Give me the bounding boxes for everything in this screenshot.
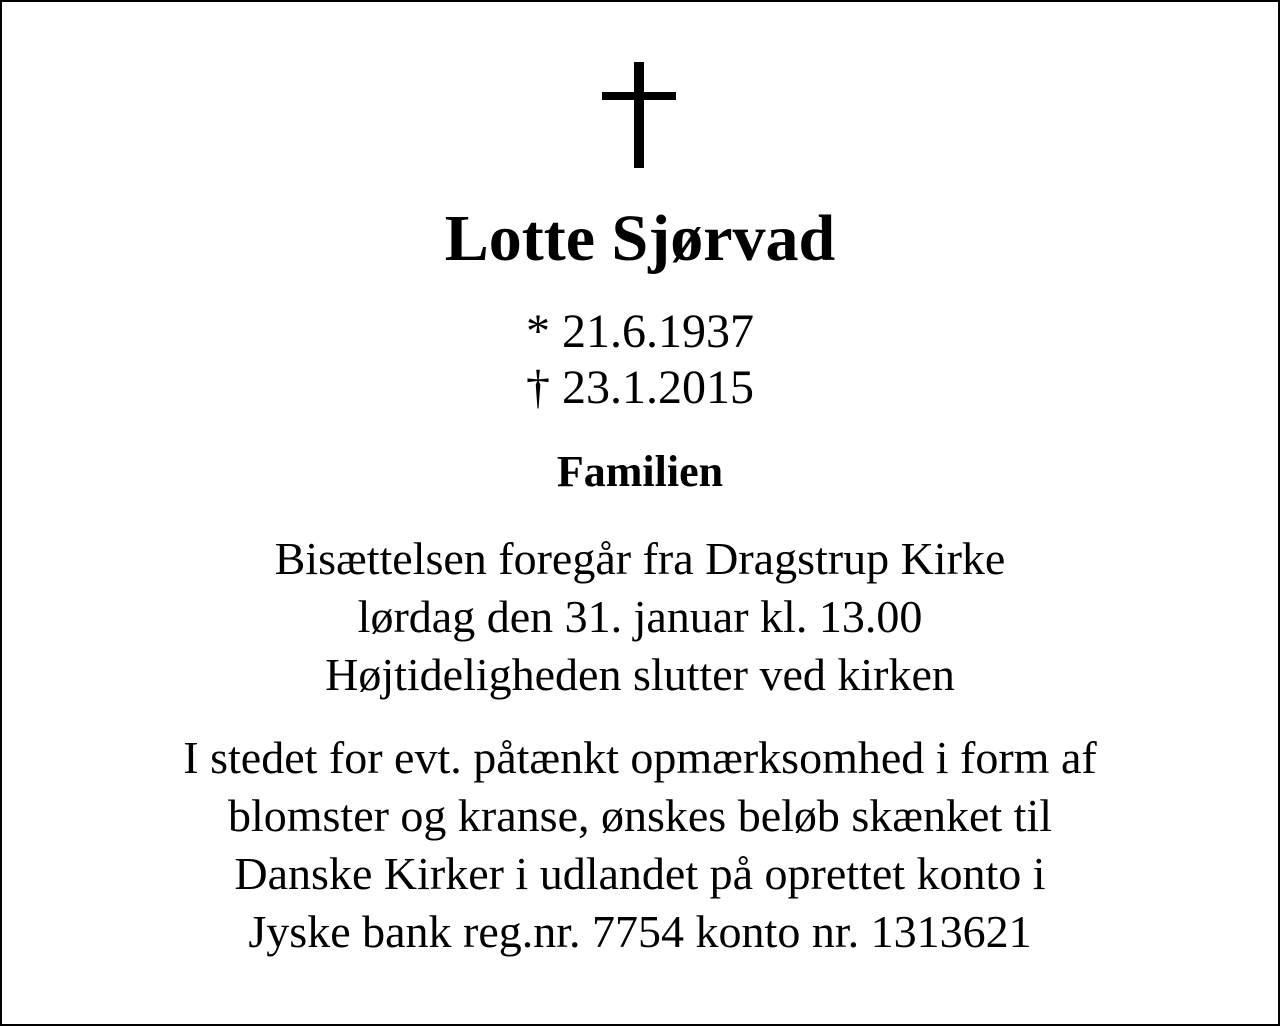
latin-cross-icon [602,62,678,170]
birth-date: * 21.6.1937 [526,305,754,358]
funeral-line: Højtideligheden slutter ved kirken [325,649,955,700]
cross-symbol [0,62,1280,170]
memorial-line: Jyske bank reg.nr. 7754 konto nr. 1313621 [248,906,1032,957]
funeral-line: lørdag den 31. januar kl. 13.00 [357,591,923,642]
signed-by: Familien [556,447,724,496]
memorial-line: Danske Kirker i udlandet på oprettet konto i [234,848,1046,899]
memorial-line: blomster og kranse, ønskes beløb skænket til [227,790,1053,841]
funeral-line: Bisættelsen foregår fra Dragstrup Kirke [274,533,1006,584]
death-date: † 23.1.2015 [526,361,754,414]
memorial-line: I stedet for evt. påtænkt opmærksomhed i form af [183,732,1097,783]
deceased-name: Lotte Sjørvad [444,202,836,275]
